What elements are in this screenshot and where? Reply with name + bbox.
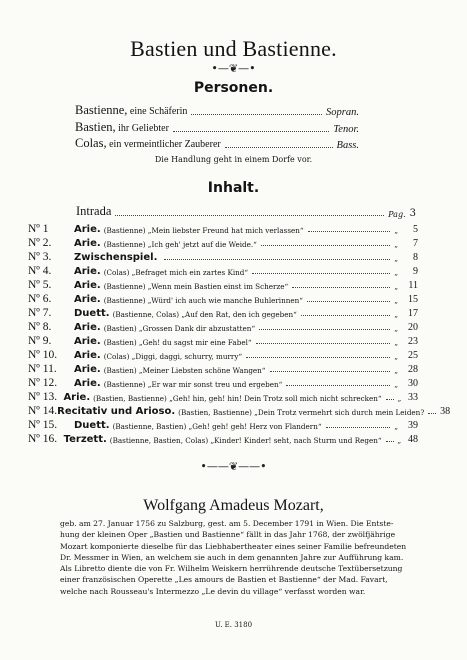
person-row-colas [75,137,359,151]
person-name: Colas, ein vermeintlicher Zauberer [75,136,221,150]
contents-row: Nº 8. Arie. (Bastien) „Grossen Dank dir abzustatten“ „ 20 [28,321,418,333]
voice-type: Tenor. [333,124,359,135]
contents-row: Nº 12. Arie. (Bastienne) „Er war mir sonst treu und ergeben“ „ 30 [28,377,418,389]
bio-line: geb. am 27. Januar 1756 zu Salzburg, gest. am 5. December 1791 in Wien. Die Entste- [60,519,394,528]
personen-heading: Personen. [193,80,274,96]
opera-title: Bastien und Bastienne. [130,36,337,61]
ornament-divider-top: •—❦—• [211,62,256,75]
composer-name: Wolfgang Amadeus Mozart, [143,497,324,514]
intrada-row [76,205,416,219]
contents-row: Nº 16. Terzett. (Bastienne, Bastien, Colas) „Kinder! Kinder! seht, nach Sturm und Regen“ „ 48 [28,433,418,445]
ornament-divider-bottom: •——❦——• [200,460,267,473]
voice-type: Sopran. [326,107,359,118]
composer-bio [60,518,412,597]
intrada-label: Intrada [76,204,112,218]
contents-row: Nº 7. Duett. (Bastienne, Colas) „Auf den Rat, den ich gegeben“ „ 17 [28,307,418,319]
leader-dots [191,113,322,115]
inhalt-heading: Inhalt. [207,180,260,196]
person-row-bastien [75,121,359,135]
bio-line: Mozart komponierte dieselbe für das Liebhabertheater eines seiner Familie befreundeten [60,541,407,551]
contents-row: Nº 4. Arie. (Colas) „Befraget mich ein zartes Kind“ „ 9 [28,265,418,277]
contents-row: Nº 1 Arie. (Bastienne) „Mein liebster Freund hat mich verlassen“ „ 5 [28,223,418,235]
contents-row: Nº 3. Zwischenspiel. „ 8 [28,251,418,263]
bio-line: einer französischen Operette „Les amours de Bastien et Bastienne“ der Mad. Favart, [60,575,388,585]
contents-row: Nº 13. Arie. (Bastien, Bastienne) „Geh! hin, geh! hin! Dein Trotz soll mich nicht schrecken“ „ 33 [28,391,418,403]
leader-dots [173,130,329,132]
person-row-bastienne [75,104,359,118]
contents-row: Nº 9. Arie. (Bastien) „Geh! du sagst mir eine Fabel“ „ 23 [28,335,418,347]
contents-row: Nº 6. Arie. (Bastienne) „Würd' ich auch wie manche Buhlerinnen“ „ 15 [28,293,418,305]
leader-dots [225,146,333,148]
leader-dots [115,214,384,216]
person-name: Bastien, ihr Geliebter [75,120,169,134]
setting-note: Die Handlung geht in einem Dorfe vor. [154,155,313,164]
bio-line: Dr. Messmer in Wien, an welchem sie auch in dem genannten Jahre zur Aufführung kam. [60,552,404,562]
bio-line: welche nach Rousseau's Intermezzo „Le devin du village“ verfasst worden war. [60,586,366,596]
bio-line: Als Libretto diente die von Fr. Wilhelm Weiskern herrührende deutsche Textübersetzung [60,564,403,574]
page-number: 3 [409,208,416,219]
contents-row: Nº 11. Arie. (Bastien) „Meiner Liebsten schöne Wangen“ „ 28 [28,363,418,375]
person-name: Bastienne, eine Schäferin [75,103,188,117]
contents-row: Nº 15. Duett. (Bastienne, Bastien) „Geh! geh! geh! Herz von Flandern“ „ 39 [28,419,418,431]
plate-number: U. E. 3180 [214,621,253,629]
voice-type: Bass. [336,140,359,151]
contents-row: Nº 14. Recitativ und Arioso. (Bastien, Bastienne) „Dein Trotz vermehrt sich durch mein Leiden? 38 [28,405,451,417]
contents-row: Nº 2. Arie. (Bastienne) „Ich geh' jetzt auf die Weide.“ „ 7 [28,237,418,249]
contents-row: Nº 10. Arie. (Colas) „Diggi, daggi, schurry, murry“ „ 25 [28,349,418,361]
bio-line: hung der kleinen Oper „Bastien und Bastienne“ fällt in das Jahr 1768, der zwölfjährige [60,530,396,540]
pag-label: Pag. [388,210,406,219]
contents-row: Nº 5. Arie. (Bastienne) „Wenn mein Bastien einst im Scherze“ „ 11 [28,279,418,291]
